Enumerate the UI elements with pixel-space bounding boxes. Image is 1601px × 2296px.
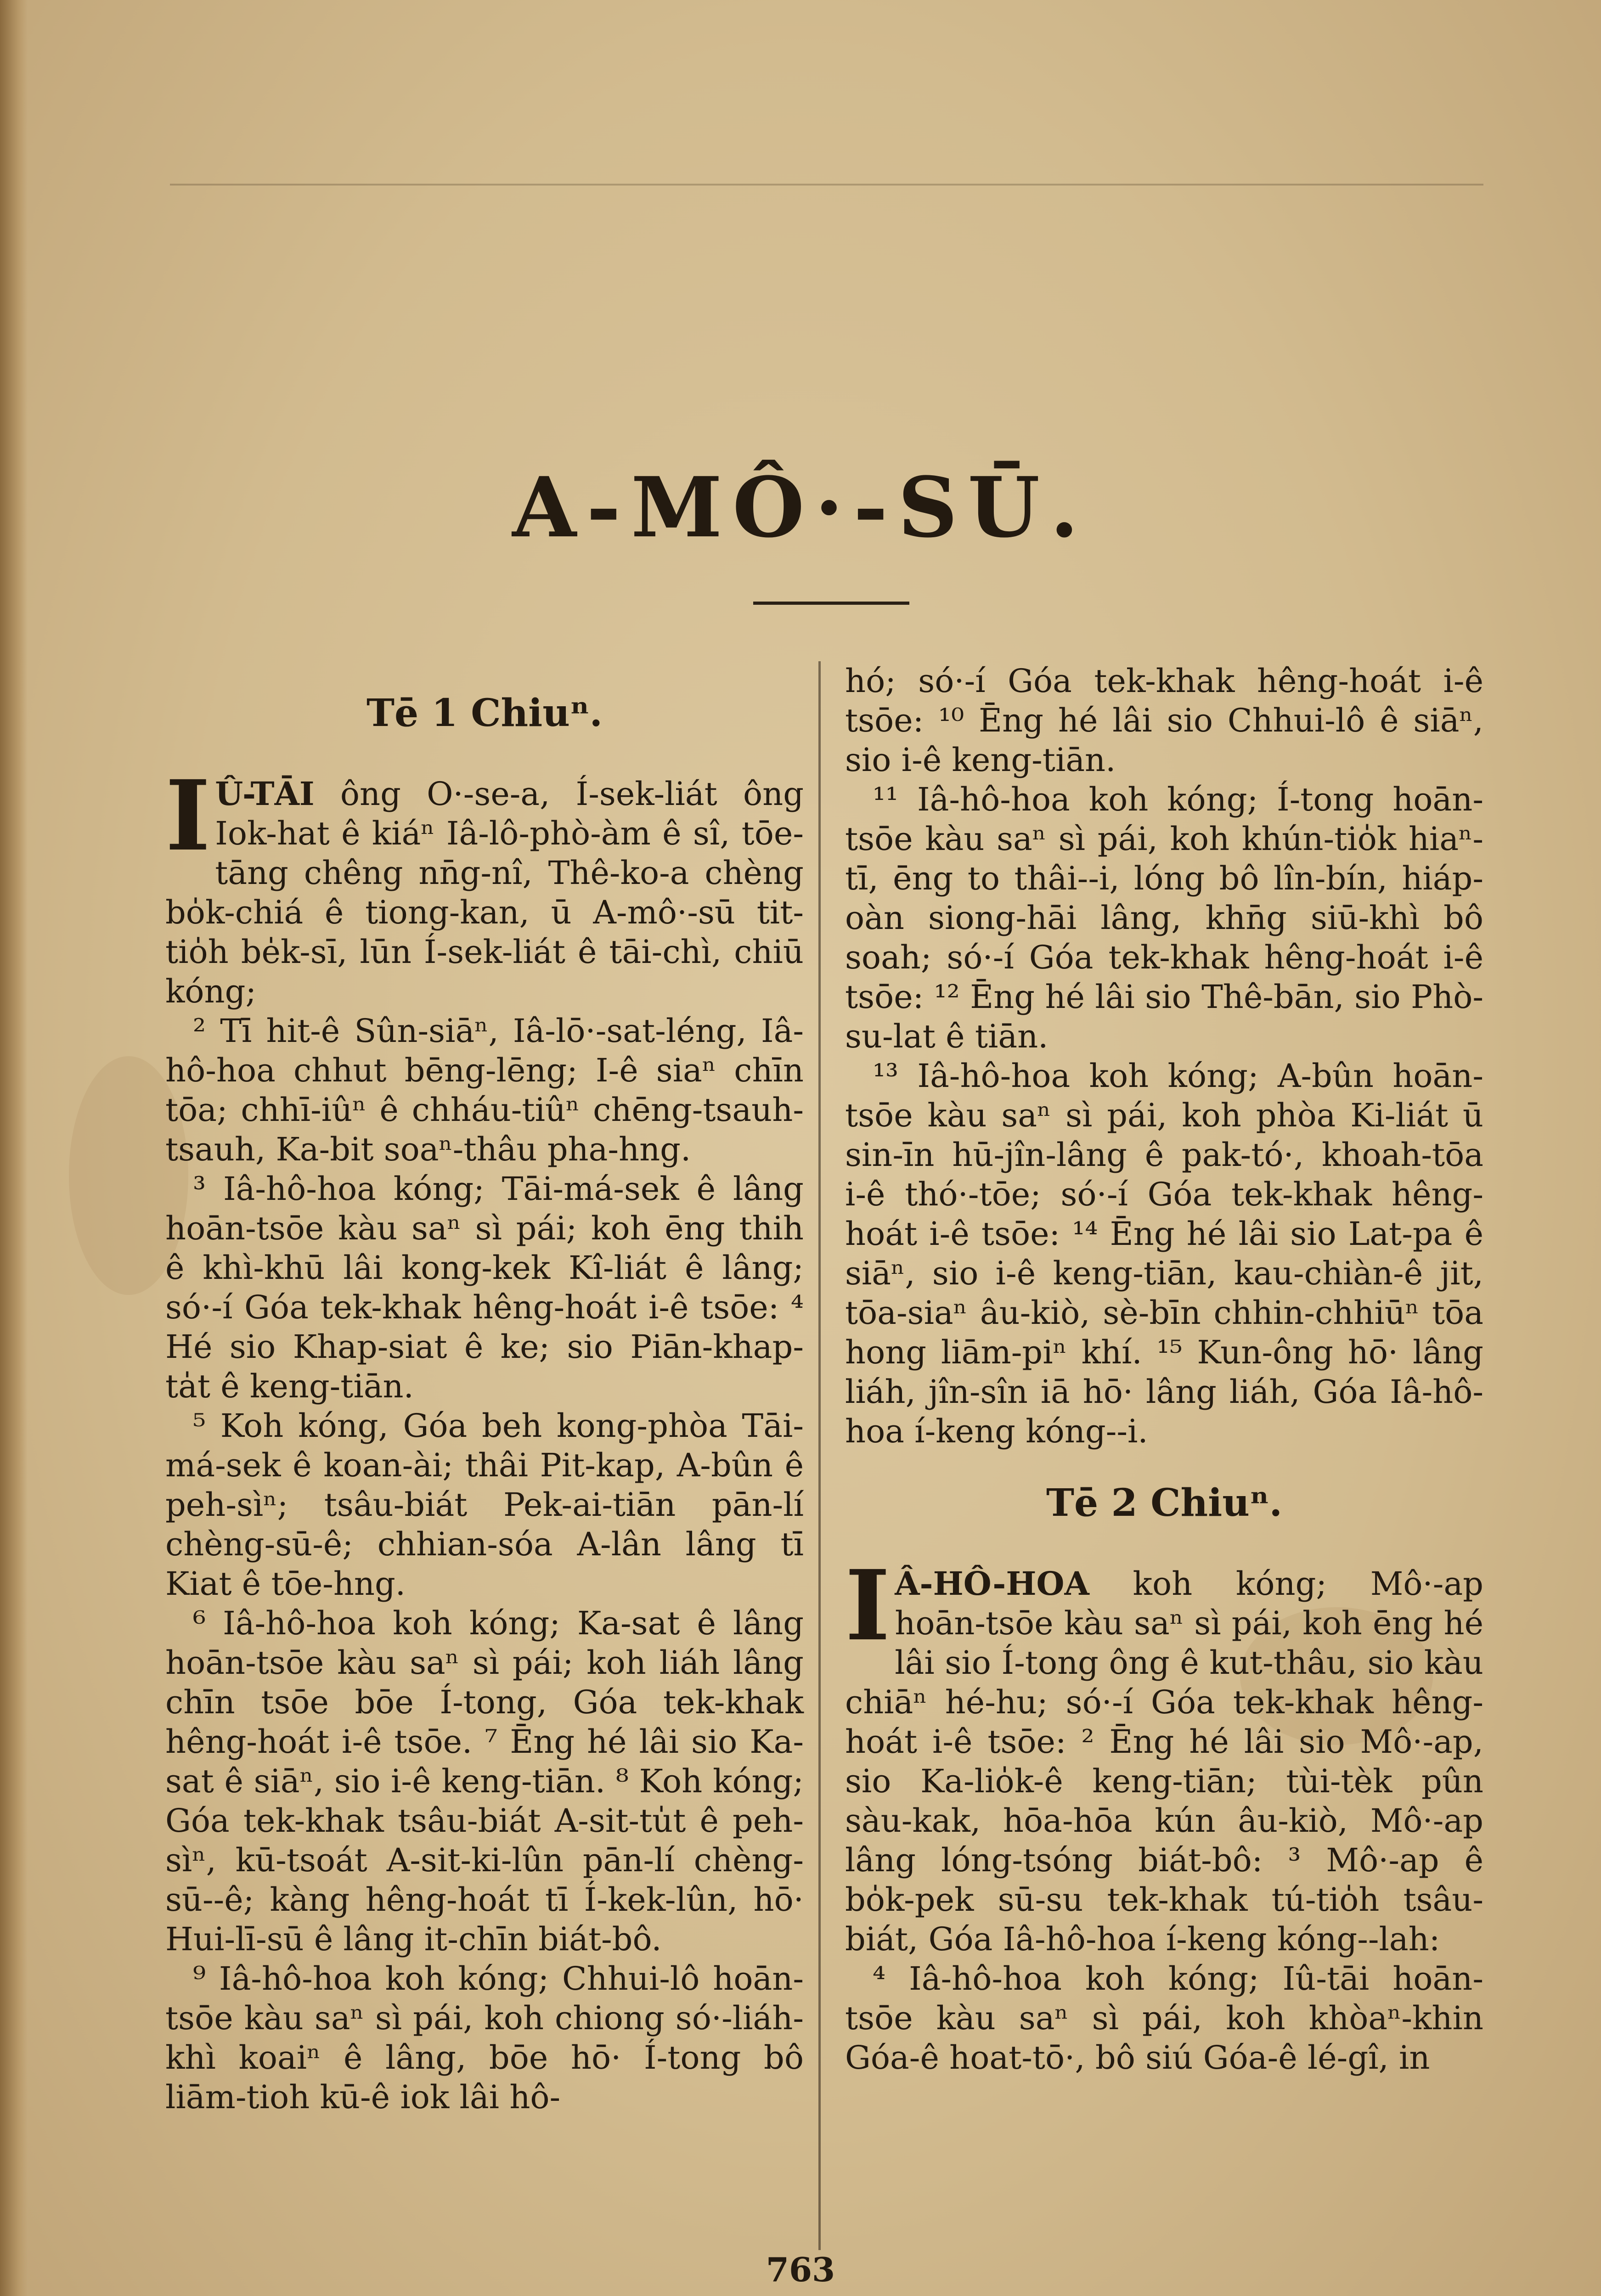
verse-paragraph: ⁶ Iâ-hô-hoa koh kóng; Ka-sat ê lâng hoān-tsōe kàu saⁿ sì pái; koh liáh lâng chīn tsōe bōe Í-tong, Góa tek-khak hêng-hoát i-ê tsōe. ⁷ Ēng hé lâi sio Ka-sat ê siāⁿ, sio i-ê keng-tiān. ⁸ Koh kóng; Góa tek-khak tsâu-biát A-sit-tu̍t ê peh-sìⁿ, kū-tsoát A-sit-ki-lûn pān-lí chèng-sū--ê; kàng hêng-hoát tī Í-kek-lûn, hō· Hui-lī-sū ê lâng it-chīn biát-bô. bbox=[165, 1604, 804, 1958]
book-title: A-MÔ·-SŪ. bbox=[512, 459, 1089, 556]
opening-caps: Û-TĀI bbox=[215, 775, 315, 813]
verse-paragraph: ³ Iâ-hô-hoa kóng; Tāi-má-sek ê lâng hoān-tsōe kàu saⁿ sì pái; koh ēng thih ê khì-khū lâi kong-kek Kî-liát ê lâng; só·-í Góa tek-khak hêng-hoát i-ê tsōe: ⁴ Hé sio Khap-siat ê ke; sio Piān-khap-ta̍t ê keng-tiān. bbox=[165, 1170, 804, 1405]
left-column bbox=[165, 661, 804, 2232]
verse-paragraph: ⁴ Iâ-hô-hoa koh kóng; Iû-tāi hoān-tsōe kàu saⁿ sì pái, koh khòaⁿ-khin Góa-ê hoat-tō·, bô siú Góa-ê lé-gî, in bbox=[845, 1960, 1483, 2077]
verse-paragraph: ¹¹ Iâ-hô-hoa koh kóng; Í-tong hoān-tsōe kàu saⁿ sì pái, koh khún-tio̍k hiaⁿ-tī, ēng to thâi--i, lóng bô lîn-bín, hiáp-oàn siong-hāi lâng, khn̄g siū-khì bô soah; só·-í Góa tek-khak hêng-hoát i-ê tsōe: ¹² Ēng hé lâi sio Thê-bān, sio Phò-su-lat ê tiān. bbox=[845, 781, 1483, 1055]
chapter-1-heading: Tē 1 Chiuⁿ. bbox=[366, 691, 603, 735]
opening-text: ông O·-se-a, Í-sek-liát ông Iok-hat ê kiáⁿ Iâ-lô-phò-àm ê sî, tōe-tāng chêng nn̄g-nî, Thê-ko-a chèng bo̍k-chiá ê tiong-kan, ū A-mô·-sū tit-tio̍h be̍k-sī, lūn Í-sek-liát ê tāi-chì, chiū kóng; bbox=[165, 775, 804, 1010]
running-head-bleedthrough bbox=[170, 115, 1483, 186]
opening-text: koh kóng; Mô·-ap hoān-tsōe kàu saⁿ sì pái, koh ēng hé lâi sio Í-tong ông ê kut-thâu, sio kàu chiāⁿ hé-hu; só·-í Góa tek-khak hêng-hoát i-ê tsōe: ² Ēng hé lâi sio Mô·-ap, sio Ka-lio̍k-ê keng-tiān; tùi-tèk pûn sàu-kak, hōa-hōa kún âu-kiò, Mô·-ap lâng lóng-tsóng biát-bô: ³ Mô·-ap ê bo̍k-pek sū-su tek-khak tú-tio̍h tsâu-biát, Góa Iâ-hô-hoa í-keng kóng--lah: bbox=[845, 1565, 1483, 1958]
right-column bbox=[845, 661, 1483, 2232]
verse-paragraph: ¹³ Iâ-hô-hoa koh kóng; A-bûn hoān-tsōe kàu saⁿ sì pái, koh phòa Ki-liát ū sin-īn hū-jîn-lâng ê pak-tó·, khoah-tōa i-ê thó·-tōe; só·-í Góa tek-khak hêng-hoát i-ê tsōe: ¹⁴ Ēng hé lâi sio Lat-pa ê siāⁿ, sio i-ê keng-tiān, kau-chiàn-ê jit, tōa-siaⁿ âu-kiò, sè-bīn chhin-chhiūⁿ tōa hong liām-piⁿ khí. ¹⁵ Kun-ông hō· lâng liáh, jîn-sîn iā hō· lâng liáh, Góa Iâ-hô-hoa í-keng kóng--i. bbox=[845, 1057, 1483, 1450]
title-rule bbox=[753, 602, 909, 605]
verse-paragraph: ² Tī hit-ê Sûn-siāⁿ, Iâ-lō·-sat-léng, Iâ-hô-hoa chhut bēng-lēng; I-ê siaⁿ chīn tōa; chhī-iûⁿ ê chháu-tiûⁿ chēng-tsauh-tsauh, Ka-bit soaⁿ-thâu pha-hng. bbox=[165, 1012, 804, 1168]
column-divider bbox=[818, 661, 821, 2250]
page-number: 763 bbox=[766, 2250, 835, 2289]
verse-paragraph: ⁹ Iâ-hô-hoa koh kóng; Chhui-lô hoān-tsōe kàu saⁿ sì pái, koh chiong só·-liáh-khì koaiⁿ ê lâng, bōe hō· Í-tong bô liām-tioh kū-ê iok lâi hô- bbox=[165, 1960, 804, 2116]
page-binding-edge bbox=[0, 0, 28, 2296]
chapter-2-opening bbox=[845, 1549, 1483, 1959]
drop-cap: I bbox=[165, 759, 211, 872]
drop-cap: I bbox=[845, 1549, 891, 1662]
chapter-2-heading: Tē 2 Chiuⁿ. bbox=[1046, 1481, 1283, 1525]
verse-paragraph: ⁵ Koh kóng, Góa beh kong-phòa Tāi-má-sek ê koan-ài; thâi Pit-kap, A-bûn ê peh-sìⁿ; tsâu-biát Pek-ai-tiān pān-lí chèng-sū-ê; chhian-sóa A-lân lâng tī Kiat ê tōe-hng. bbox=[165, 1407, 804, 1603]
opening-caps: Â-HÔ-HOA bbox=[895, 1564, 1089, 1603]
verse-paragraph: hó; só·-í Góa tek-khak hêng-hoát i-ê tsōe: ¹⁰ Ēng hé lâi sio Chhui-lô ê siāⁿ, sio i-ê keng-tiān. bbox=[845, 662, 1483, 779]
chapter-1-opening bbox=[165, 759, 804, 1011]
